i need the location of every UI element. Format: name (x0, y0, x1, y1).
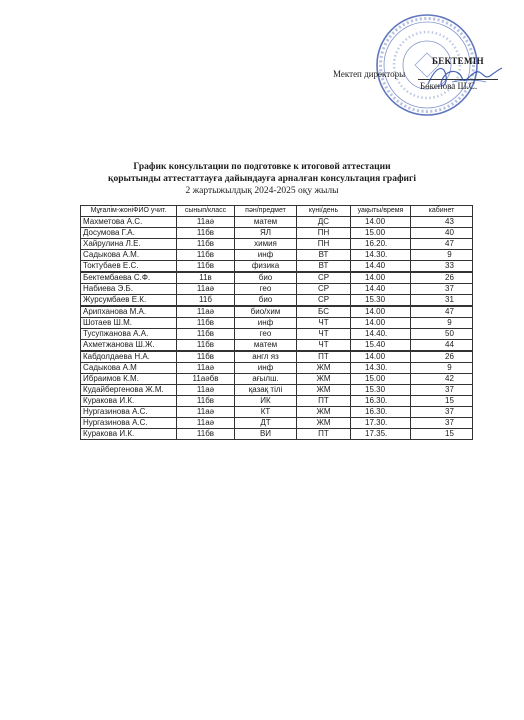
cell-time: 15.00 (351, 228, 411, 239)
cell-teacher: Садыкова А.М (81, 363, 177, 374)
cell-subject: ВИ (235, 429, 297, 440)
cell-day: СР (297, 284, 351, 295)
cell-room: 47 (411, 239, 473, 250)
cell-room: 9 (411, 318, 473, 329)
cell-teacher: Токтубаев Е.С. (81, 261, 177, 273)
cell-time: 14.40 (351, 261, 411, 273)
cell-time: 14.30. (351, 250, 411, 261)
cell-class: 11бв (177, 351, 235, 363)
cell-time: 16.30. (351, 396, 411, 407)
cell-room: 37 (411, 407, 473, 418)
cell-class: 11аә (177, 407, 235, 418)
cell-day: ДС (297, 217, 351, 228)
cell-time: 15.30 (351, 385, 411, 396)
header-subject: пән/предмет (235, 206, 297, 217)
table-row (81, 429, 473, 440)
cell-class: 11бв (177, 340, 235, 352)
cell-day: ВТ (297, 261, 351, 273)
table-row (81, 272, 473, 284)
cell-class: 11аә (177, 284, 235, 295)
table-row (81, 284, 473, 295)
consultation-schedule-table (80, 205, 473, 440)
cell-time: 14.00 (351, 318, 411, 329)
document-title-ru: График консультации по подготовке к итоговой аттестации (133, 162, 391, 172)
cell-time: 14.00 (351, 306, 411, 318)
header-class: сынып/класс (177, 206, 235, 217)
cell-day: БС (297, 306, 351, 318)
cell-subject: КТ (235, 407, 297, 418)
cell-room: 37 (411, 385, 473, 396)
cell-time: 15.40 (351, 340, 411, 352)
cell-subject: матем (235, 217, 297, 228)
cell-teacher: Нургазинова А.С. (81, 407, 177, 418)
cell-time: 16.20. (351, 239, 411, 250)
cell-time: 14.40. (351, 329, 411, 340)
cell-class: 11в (177, 272, 235, 284)
table-row (81, 396, 473, 407)
cell-teacher: Нургазинова А.С. (81, 418, 177, 429)
cell-subject: қазақ тілі (235, 385, 297, 396)
table-row (81, 329, 473, 340)
table-row (81, 261, 473, 273)
table-row (81, 407, 473, 418)
cell-day: ЖМ (297, 363, 351, 374)
cell-teacher: Ибраимов К.М. (81, 374, 177, 385)
cell-room: 47 (411, 306, 473, 318)
cell-time: 17.35. (351, 429, 411, 440)
cell-class: 11аә (177, 363, 235, 374)
table-row (81, 385, 473, 396)
cell-class: 11бв (177, 250, 235, 261)
cell-subject: ЯЛ (235, 228, 297, 239)
cell-time: 14.40 (351, 284, 411, 295)
table-row (81, 351, 473, 363)
cell-time: 14.00 (351, 351, 411, 363)
table-row (81, 217, 473, 228)
cell-room: 9 (411, 250, 473, 261)
cell-subject: физика (235, 261, 297, 273)
cell-teacher: Кудайбергенова Ж.М. (81, 385, 177, 396)
header-day: күні/день (297, 206, 351, 217)
cell-day: ЖМ (297, 407, 351, 418)
cell-teacher: Досумова Г.А. (81, 228, 177, 239)
cell-teacher: Ахметжанова Ш.Ж. (81, 340, 177, 352)
cell-day: СР (297, 272, 351, 284)
cell-class: 11б (177, 295, 235, 307)
table-row (81, 340, 473, 352)
cell-class: 11аә (177, 217, 235, 228)
table-row (81, 228, 473, 239)
cell-teacher: Хайрулина Л.Е. (81, 239, 177, 250)
signature-icon (424, 60, 504, 94)
cell-subject: био (235, 295, 297, 307)
cell-time: 14.00 (351, 272, 411, 284)
cell-subject: ДТ (235, 418, 297, 429)
cell-day: ЖМ (297, 385, 351, 396)
header-room: кабинет (411, 206, 473, 217)
cell-class: 11аәбв (177, 374, 235, 385)
cell-day: ПТ (297, 396, 351, 407)
cell-day: ПТ (297, 351, 351, 363)
cell-day: ЖМ (297, 418, 351, 429)
cell-day: ПН (297, 239, 351, 250)
cell-time: 14.00 (351, 217, 411, 228)
cell-class: 11бв (177, 318, 235, 329)
approval-title: БЕКТЕМІН (432, 56, 484, 66)
cell-room: 26 (411, 272, 473, 284)
cell-class: 11бв (177, 329, 235, 340)
header-time: уақыты/время (351, 206, 411, 217)
cell-day: ПТ (297, 429, 351, 440)
cell-room: 37 (411, 418, 473, 429)
cell-day: ЖМ (297, 374, 351, 385)
cell-room: 37 (411, 284, 473, 295)
cell-time: 14.30. (351, 363, 411, 374)
cell-teacher: Журсумбаев Е.К. (81, 295, 177, 307)
cell-subject: гео (235, 329, 297, 340)
table-row (81, 250, 473, 261)
cell-room: 15 (411, 429, 473, 440)
cell-class: 11аә (177, 385, 235, 396)
cell-day: ВТ (297, 250, 351, 261)
cell-time: 16.30. (351, 407, 411, 418)
cell-room: 9 (411, 363, 473, 374)
cell-room: 43 (411, 217, 473, 228)
table-row (81, 418, 473, 429)
cell-room: 50 (411, 329, 473, 340)
cell-room: 26 (411, 351, 473, 363)
document-title-kz: қорытынды аттестаттауға дайындауға арналған консультация графигі (108, 174, 416, 184)
cell-teacher: Арипханова М.А. (81, 306, 177, 318)
cell-subject: матем (235, 340, 297, 352)
header-teacher: Мұғалім-жоніФИО учит. (81, 206, 177, 217)
cell-day: ЧТ (297, 329, 351, 340)
cell-class: 11бв (177, 239, 235, 250)
cell-room: 42 (411, 374, 473, 385)
cell-class: 11аә (177, 418, 235, 429)
table-row (81, 306, 473, 318)
document-subtitle: 2 жартыжылдық 2024-2025 оқу жылы (185, 186, 339, 196)
cell-room: 33 (411, 261, 473, 273)
cell-class: 11бв (177, 228, 235, 239)
cell-teacher: Куракова И.К. (81, 396, 177, 407)
cell-time: 15.00 (351, 374, 411, 385)
cell-room: 40 (411, 228, 473, 239)
approval-role: Мектеп директоры (333, 69, 406, 79)
cell-teacher: Махметова А.С. (81, 217, 177, 228)
cell-class: 11бв (177, 429, 235, 440)
cell-day: ПН (297, 228, 351, 239)
cell-subject: ағылш. (235, 374, 297, 385)
cell-subject: инф (235, 363, 297, 374)
approval-name: Бөкенова Ш.С. (420, 81, 478, 91)
approval-block (0, 0, 524, 110)
cell-teacher: Садыкова А.М. (81, 250, 177, 261)
cell-subject: ИК (235, 396, 297, 407)
table-row (81, 318, 473, 329)
table-row (81, 374, 473, 385)
cell-teacher: Бектембаева С.Ф. (81, 272, 177, 284)
cell-room: 31 (411, 295, 473, 307)
cell-subject: инф (235, 318, 297, 329)
cell-subject: био (235, 272, 297, 284)
cell-class: 11аә (177, 306, 235, 318)
cell-subject: био/хим (235, 306, 297, 318)
cell-time: 15.30 (351, 295, 411, 307)
cell-class: 11бв (177, 261, 235, 273)
table-row (81, 363, 473, 374)
cell-day: СР (297, 295, 351, 307)
cell-subject: инф (235, 250, 297, 261)
cell-time: 17.30. (351, 418, 411, 429)
cell-class: 11бв (177, 396, 235, 407)
cell-teacher: Шотаев Ш.М. (81, 318, 177, 329)
table-row (81, 295, 473, 307)
cell-subject: гео (235, 284, 297, 295)
cell-subject: англ яз (235, 351, 297, 363)
cell-teacher: Кабдолдаева Н.А. (81, 351, 177, 363)
cell-subject: химия (235, 239, 297, 250)
table-row (81, 239, 473, 250)
cell-day: ЧТ (297, 340, 351, 352)
cell-day: ЧТ (297, 318, 351, 329)
cell-room: 44 (411, 340, 473, 352)
table-header-row (81, 206, 473, 217)
cell-room: 15 (411, 396, 473, 407)
cell-teacher: Куракова И.К. (81, 429, 177, 440)
cell-teacher: Тусупжанова А.А. (81, 329, 177, 340)
cell-teacher: Набиева Э.Б. (81, 284, 177, 295)
